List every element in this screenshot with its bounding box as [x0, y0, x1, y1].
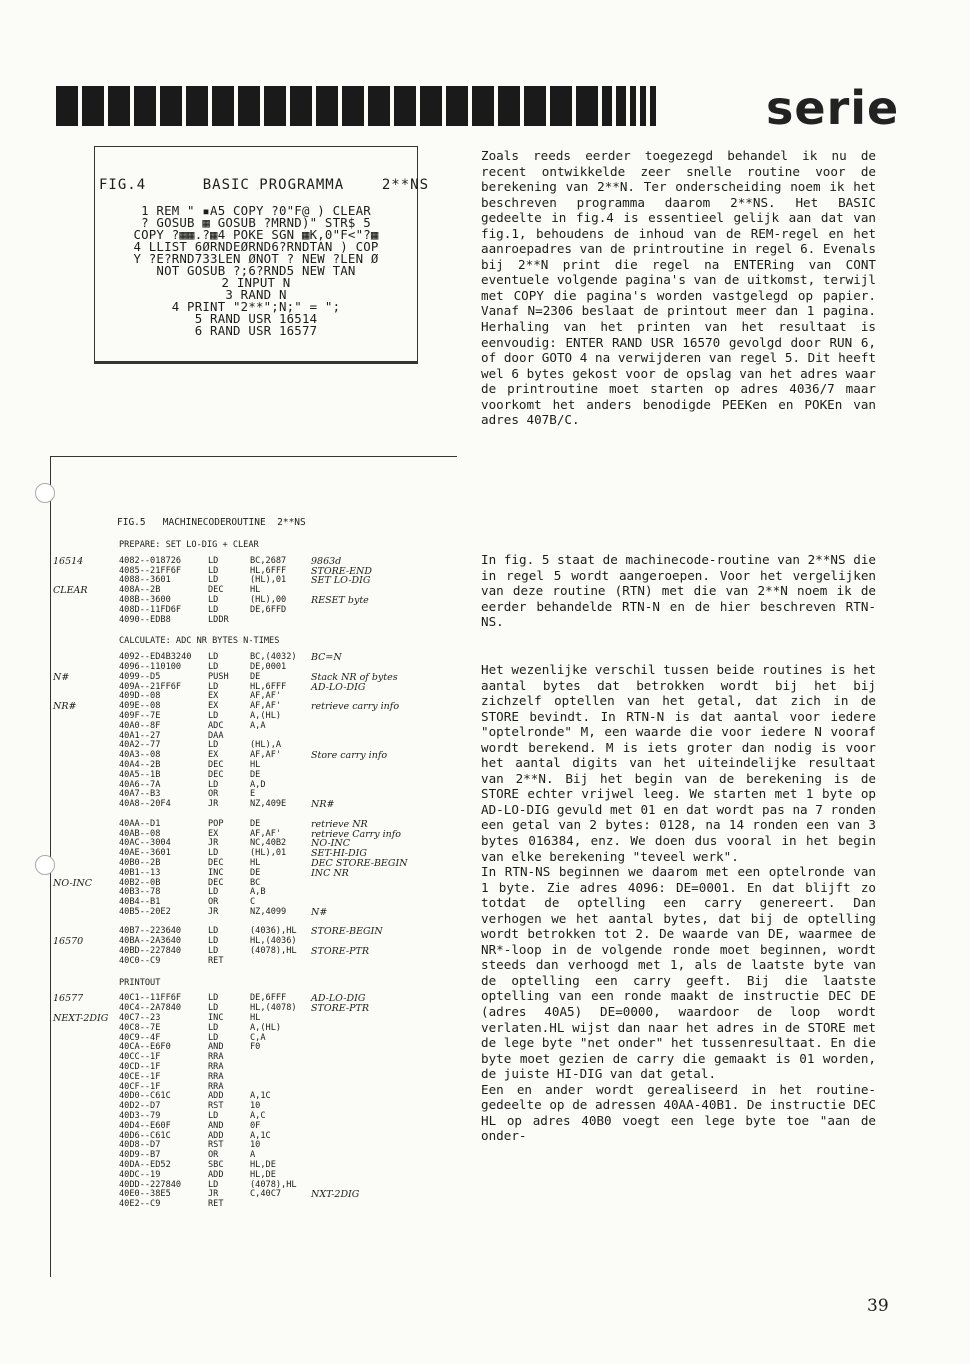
basic-line: NOT GOSUB ?;6?RND5 NEW TAN [156, 263, 356, 278]
code-mn: EX [208, 701, 219, 712]
header-bar-block [82, 86, 104, 126]
code-addr: 40D6--C61C [119, 1130, 171, 1141]
code-label: NO-INC [53, 877, 92, 889]
code-section-heading: PRINTOUT [119, 977, 161, 988]
code-mn: RRA [208, 1062, 224, 1073]
page-number: 39 [867, 1296, 889, 1316]
code-op: E [250, 789, 256, 800]
code-op: A,1C [250, 1091, 271, 1102]
code-addr: 40AC--3004 [119, 838, 171, 849]
code-mn: ADD [208, 1091, 224, 1102]
paragraph: Een en ander wordt gerealiseerd in het routine-gedeelte op de adressen 40AA-40B1. De instructie DEC HL op adres 40B0 voegt een lege byte toe "aan de onder- [481, 1081, 876, 1144]
code-op: NC,40B2 [250, 838, 287, 849]
code-mn: LD [208, 1179, 219, 1190]
code-op: HL [250, 857, 261, 868]
code-addr: 40D8--D7 [119, 1140, 161, 1151]
code-addr: 40E2--C9 [119, 1199, 161, 1210]
code-note: NR# [311, 799, 335, 811]
code-op: DE [250, 818, 261, 829]
code-op: BC [250, 877, 261, 888]
header-bar-block [524, 86, 546, 126]
code-mn: LD [208, 652, 219, 663]
code-op: A,C [250, 1111, 266, 1122]
code-addr: 4085--21FF6F [119, 565, 182, 576]
code-op: HL,DE [250, 1169, 276, 1180]
code-mn: ADC [208, 720, 224, 731]
code-op: AF,AF' [250, 691, 282, 702]
header-bar-block [602, 86, 612, 126]
code-addr: 40A7--B3 [119, 789, 161, 800]
code-mn: ADD [208, 1130, 224, 1141]
header-bar-block [264, 86, 286, 126]
code-mn: EX [208, 691, 219, 702]
code-label: NEXT-2DIG [53, 1013, 109, 1025]
code-addr: 40B2--0B [119, 877, 161, 888]
code-addr: 408A--2B [119, 585, 161, 596]
code-op: A,(HL) [250, 710, 282, 721]
header-bar-block [630, 86, 636, 126]
code-op: DE [250, 867, 261, 878]
code-mn: JR [208, 799, 219, 810]
code-mn: POP [208, 818, 224, 829]
code-mn: LD [208, 946, 219, 957]
code-mn: OR [208, 1150, 219, 1161]
code-mn: EX [208, 828, 219, 839]
code-mn: LD [208, 710, 219, 721]
code-mn: DEC [208, 769, 224, 780]
code-note: STORE-PTR [311, 946, 369, 958]
code-op: A,D [250, 779, 266, 790]
code-op: BC,2687 [250, 555, 287, 566]
code-op: HL [250, 759, 261, 770]
code-mn: LD [208, 661, 219, 672]
code-op: A,A [250, 720, 266, 731]
code-mn: DEC [208, 857, 224, 868]
code-addr: 409A--21FF6F [119, 681, 182, 692]
figure-5-title: FIG.5 MACHINECODEROUTINE 2**NS [117, 517, 306, 528]
code-label: CLEAR [53, 585, 88, 597]
code-mn: LD [208, 779, 219, 790]
code-op: DE,6FFF [250, 993, 287, 1004]
code-mn: AND [208, 1042, 224, 1053]
code-op: NZ,4099 [250, 906, 287, 917]
code-op: NZ,409E [250, 799, 287, 810]
code-op: F0 [250, 1042, 261, 1053]
code-mn: OR [208, 789, 219, 800]
code-addr: 40D3--79 [119, 1111, 161, 1122]
code-note: SET-HI-DIG [311, 848, 367, 860]
code-mn: LD [208, 1022, 219, 1033]
header-bar-block [650, 86, 656, 126]
code-op: (4036),HL [250, 926, 297, 937]
code-op: (HL),A [250, 740, 282, 751]
code-mn: LD [208, 681, 219, 692]
code-op: (HL),01 [250, 575, 287, 586]
code-label: 16577 [53, 993, 84, 1005]
code-op: HL [250, 585, 261, 596]
code-mn: AND [208, 1120, 224, 1131]
code-mn: LD [208, 565, 219, 576]
code-mn: LD [208, 604, 219, 615]
code-op: DE,0001 [250, 661, 287, 672]
code-mn: LD [208, 740, 219, 751]
paragraph: In fig. 5 staat de machinecode-routine van 2**NS die in regel 5 wordt aangeroepen. Voor het vergelijken van deze routine (RTN) met die van 2**N noem ik de eerder behandelde RTN-N en de hier beschreven RTN-NS. [481, 552, 876, 630]
header-bar-block [316, 86, 338, 126]
code-row [53, 1043, 453, 1053]
header-bar-block [160, 86, 182, 126]
code-note: INC NR [311, 867, 349, 879]
code-addr: 40C1--11FF6F [119, 993, 182, 1004]
code-addr: 40BD--227840 [119, 946, 182, 957]
code-mn: RRA [208, 1071, 224, 1082]
paragraph: Het wezenlijke verschil tussen beide routines is het aantal bytes dat betrokken wordt bij het bij zichzelf optellen van het getal, dat zich in de STORE bevindt. In RTN-N is dat aantal voor iedere "optelronde" M, een waarde die voor iedere N vooraf wordt berekend. M is iets groter dan nodig is voor het aantal digits van het uiteindelijke resultaat van 2**N. Bij het begin van de berekening is de STORE echter vrijwel leeg. We starten met 1 byte op AD-LO-DIG gevuld met 01 en dat wordt pas na 7 ronden een getal van 2 bytes: 0128, na 14 ronden een van 3 bytes 016384, enz. We doen dus vooral in het begin van elke berekening "teveel werk". [481, 662, 876, 864]
code-addr: 40C9--4F [119, 1032, 161, 1043]
figure-5-code [53, 541, 453, 1222]
code-row [53, 1190, 453, 1200]
code-op: AF,AF' [250, 701, 282, 712]
code-addr: 40A4--2B [119, 759, 161, 770]
paragraph: In RTN-NS beginnen we daarom met een optelronde van 1 byte. Zie adres 4096: DE=0001. En dat blijft zo totdat de optelling een carry genereert. Dan verhogen we het aantal bytes, dat bij de optelling wordt betrokken tot 2. De waarde van DE, waarmee de NR*-loop in de volgende ronde moet beginnen, wordt steeds dan verhoogd met 1, als de laatste byte van de optelling een carry geeft. Bij die laatste optelling van een ronde maakt de instructie DEC DE (adres 40A5) DE=0000, waardoor de loop wordt verlaten.HL wijst dan naar het adres in de STORE met de lege byte "net onder" het tussenresultaat. En die byte moet gezien de carry die gemaakt is 01 worden, de juiste HI-DIG van dat getal. [481, 864, 876, 1082]
code-note: NO-INC [311, 838, 350, 850]
code-addr: 409F--7E [119, 710, 161, 721]
header-bar-block [550, 86, 572, 126]
basic-line: ? GOSUB ▦ GOSUB ?MRND)" STR$ 5 [141, 215, 371, 230]
header-bar-block [108, 86, 130, 126]
code-addr: 40CE--1F [119, 1071, 161, 1082]
code-op: AF,AF' [250, 750, 282, 761]
code-mn: DAA [208, 730, 224, 741]
code-addr: 40CC--1F [119, 1052, 161, 1063]
header-bar-block [576, 86, 598, 126]
header-bar [56, 86, 668, 126]
code-note: N# [311, 906, 328, 918]
basic-line: 3 RAND N [225, 287, 287, 302]
header-bar-block [446, 86, 468, 126]
code-addr: 40E0--38E5 [119, 1189, 171, 1200]
code-note: STORE-END [311, 565, 372, 577]
code-mn: LD [208, 594, 219, 605]
code-row [53, 722, 453, 732]
code-section-heading: CALCULATE: ADC NR BYTES N-TIMES [119, 636, 280, 647]
code-addr: 40C4--2A7840 [119, 1003, 182, 1014]
header-bar-block [134, 86, 156, 126]
code-addr: 40B0--2B [119, 857, 161, 868]
code-op: (4078),HL [250, 946, 297, 957]
basic-line: COPY ?▦▦.?▦4 POKE SGN ▦K,0"F<"?▦ [133, 227, 379, 242]
header-bar-block [616, 86, 626, 126]
code-note: DEC STORE-BEGIN [311, 857, 408, 869]
code-addr: 40A1--27 [119, 730, 161, 741]
code-note: 9863d [311, 555, 342, 567]
code-note: AD-LO-DIG [311, 993, 366, 1005]
header-bar-block [498, 86, 520, 126]
code-op: 10 [250, 1140, 261, 1151]
code-addr: 40BA--2A3640 [119, 936, 182, 947]
header-bar-block [640, 86, 646, 126]
code-mn: RET [208, 955, 224, 966]
code-addr: 40D2--D7 [119, 1101, 161, 1112]
code-note: AD-LO-DIG [311, 681, 366, 693]
header-bar-block [368, 86, 390, 126]
code-op: HL [250, 1013, 261, 1024]
code-addr: 40D4--E60F [119, 1120, 171, 1131]
code-op: 0F [250, 1120, 261, 1131]
code-addr: 40B4--B1 [119, 897, 161, 908]
code-mn: SBC [208, 1160, 224, 1171]
code-addr: 40CD--1F [119, 1062, 161, 1073]
code-op: C,40C7 [250, 1189, 282, 1200]
code-note: retrieve Carry info [311, 828, 401, 840]
code-addr: 40DA--ED52 [119, 1160, 171, 1171]
figure-4-title: FIG.4 BASIC PROGRAMMA 2**NS [99, 177, 430, 193]
code-row [53, 616, 453, 626]
figure-4-code [95, 205, 417, 337]
code-op: (HL),01 [250, 848, 287, 859]
code-note: BC=N [311, 652, 342, 664]
code-mn: LD [208, 555, 219, 566]
code-op: A,1C [250, 1130, 271, 1141]
code-addr: 40B7--223640 [119, 926, 182, 937]
code-op: HL,DE [250, 1160, 276, 1171]
binder-hole-top [35, 483, 55, 503]
code-addr: 40C8--7E [119, 1022, 161, 1033]
code-addr: 40DC--19 [119, 1169, 161, 1180]
header-bar-block [290, 86, 312, 126]
code-mn: LD [208, 575, 219, 586]
code-addr: 409E--08 [119, 701, 161, 712]
code-mn: JR [208, 906, 219, 917]
code-row [53, 1053, 453, 1063]
header-bar-block [472, 86, 494, 126]
code-addr: 4092--ED4B3240 [119, 652, 192, 663]
code-addr: 40A3--08 [119, 750, 161, 761]
code-row [53, 606, 453, 616]
code-op: A,B [250, 887, 266, 898]
code-mn: JR [208, 838, 219, 849]
code-op: HL,(4078) [250, 1003, 297, 1014]
code-mn: INC [208, 1013, 224, 1024]
code-note: RESET byte [311, 594, 369, 606]
code-note: Stack NR of bytes [311, 671, 398, 683]
code-addr: 40C0--C9 [119, 955, 161, 966]
figure-5-machinecode-listing [50, 456, 457, 1277]
basic-line: 6 RAND USR 16577 [194, 323, 318, 338]
code-mn: OR [208, 897, 219, 908]
code-note: retrieve NR [311, 818, 368, 830]
code-mn: RST [208, 1101, 224, 1112]
header-bar-block [342, 86, 364, 126]
binder-hole-bottom [35, 855, 55, 875]
code-addr: 409D--08 [119, 691, 161, 702]
code-mn: LD [208, 1003, 219, 1014]
figure-4-basic-listing [94, 146, 430, 364]
code-addr: 4090--EDB8 [119, 614, 171, 625]
code-mn: DEC [208, 759, 224, 770]
code-row [53, 957, 453, 967]
code-addr: 40A2--77 [119, 740, 161, 751]
basic-line: 4 PRINT "2**";N;" = "; [171, 299, 341, 314]
code-mn: LD [208, 1111, 219, 1122]
code-op: DE [250, 671, 261, 682]
code-note: Store carry info [311, 750, 388, 762]
code-addr: 40D0--C61C [119, 1091, 171, 1102]
code-mn: PUSH [208, 671, 229, 682]
code-op: HL,6FFF [250, 565, 287, 576]
code-addr: 40DD--227840 [119, 1179, 182, 1190]
code-mn: RST [208, 1140, 224, 1151]
code-row [53, 908, 453, 918]
header-bar-block [186, 86, 208, 126]
basic-line: Y ?E?RND733LEN ØNOT ? NEW ?LEN Ø [133, 251, 379, 266]
code-section-heading: PREPARE: SET LO-DIG + CLEAR [119, 540, 259, 550]
code-addr: 40AE--3601 [119, 848, 171, 859]
code-label: 16514 [53, 555, 84, 567]
code-mn: RRA [208, 1052, 224, 1063]
code-addr: 4088--3601 [119, 575, 171, 586]
code-addr: 40D9--B7 [119, 1150, 161, 1161]
code-note: retrieve carry info [311, 701, 400, 713]
code-note: STORE-BEGIN [311, 926, 383, 938]
basic-line: 1 REM " ▪A5 COPY ?0"F@ ) CLEAR [141, 203, 371, 218]
code-addr: 40A8--20F4 [119, 799, 171, 810]
code-op: DE [250, 769, 261, 780]
code-op: (HL),00 [250, 594, 287, 605]
code-mn: LD [208, 926, 219, 937]
code-mn: LD [208, 936, 219, 947]
code-op: HL,(4036) [250, 936, 297, 947]
basic-line: 4 LLIST 6ØRNDEØRND6?RNDTAN ) COP [133, 239, 379, 254]
header-bar-block [238, 86, 260, 126]
code-mn: INC [208, 867, 224, 878]
code-op: C,A [250, 1032, 266, 1043]
code-mn: DEC [208, 585, 224, 596]
section-title: serie [766, 81, 900, 135]
header-bar-block [394, 86, 416, 126]
basic-line: 5 RAND USR 16514 [194, 311, 318, 326]
code-addr: 40AB--08 [119, 828, 161, 839]
code-addr: 4099--D5 [119, 671, 161, 682]
code-note: SET LO-DIG [311, 575, 371, 587]
code-mn: RET [208, 1199, 224, 1210]
code-op: (4078),HL [250, 1179, 297, 1190]
code-op: DE,6FFD [250, 604, 287, 615]
code-note: NXT-2DIG [311, 1189, 360, 1201]
code-addr: 40CF--1F [119, 1081, 161, 1092]
code-row [53, 947, 453, 957]
code-addr: 40A6--7A [119, 779, 161, 790]
code-op: A,(HL) [250, 1022, 282, 1033]
code-addr: 40CA--E6F0 [119, 1042, 171, 1053]
code-label: 16570 [53, 936, 84, 948]
code-row [53, 1200, 453, 1210]
code-row [53, 1073, 453, 1083]
header-bar-block [212, 86, 234, 126]
code-op: A [250, 1150, 256, 1161]
code-label: N# [53, 671, 70, 683]
code-mn: JR [208, 1189, 219, 1200]
code-addr: 40A5--1B [119, 769, 161, 780]
code-addr: 40C7--23 [119, 1013, 161, 1024]
code-mn: LDDR [208, 614, 229, 625]
code-row [53, 800, 453, 810]
code-mn: DEC [208, 877, 224, 888]
code-mn: LD [208, 887, 219, 898]
basic-line: 2 INPUT N [221, 275, 291, 290]
code-addr: 4082--018726 [119, 555, 182, 566]
code-addr: 40A0--8F [119, 720, 161, 731]
code-op: BC,(4032) [250, 652, 297, 663]
code-label: NR# [53, 701, 77, 713]
text-block-2 [481, 552, 876, 630]
code-mn: RRA [208, 1081, 224, 1092]
code-op: HL,6FFF [250, 681, 287, 692]
code-addr: 40B1--13 [119, 867, 161, 878]
code-op: 10 [250, 1101, 261, 1112]
code-addr: 40B3--78 [119, 887, 161, 898]
code-addr: 40B5--20E2 [119, 906, 171, 917]
text-block-1 [481, 148, 876, 428]
code-mn: EX [208, 750, 219, 761]
code-mn: ADD [208, 1169, 224, 1180]
code-mn: LD [208, 993, 219, 1004]
paragraph: Zoals reeds eerder toegezegd behandel ik nu de recent ontwikkelde zeer snelle routine voor de berekening van 2**N. Ter onderscheiding noem ik het beschreven programma daarom 2**NS. Het BASIC gedeelte in fig.4 is essentieel gelijk aan dat van fig.1, behoudens de inhoud van de REM-regel en het aanroepadres van de printroutine in regel 6. Evenals bij 2**N print die regel na ENTERing van CONT eventuele volgende pagina's van de uitkomst, terwijl met COPY die pagina's worden vastgelegd op papier. Vanaf N=2306 beslaat de printout meer dan 1 pagina. Herhaling van het printen van het resultaat is eenvoudig: ENTER RAND USR 16570 gevolgd door RUN 6, of door GOTO 4 na verwijderen van regel 5. Dit heeft wel 6 bytes gekost voor de opslag van het adres waar de printroutine moet starten op adres 4036/7 maar voorkomt het anders benodigde PEEKen en POKEn van adres 407B/C. [481, 148, 876, 428]
code-addr: 40AA--D1 [119, 818, 161, 829]
code-op: AF,AF' [250, 828, 282, 839]
code-addr: 4096--110100 [119, 661, 182, 672]
header-bar-block [420, 86, 442, 126]
code-mn: LD [208, 1032, 219, 1043]
code-row [53, 1063, 453, 1073]
header-bar-block [56, 86, 78, 126]
code-note: STORE-PTR [311, 1003, 369, 1015]
code-op: C [250, 897, 256, 908]
text-block-3 [481, 662, 876, 1144]
code-addr: 408B--3600 [119, 594, 171, 605]
code-mn: LD [208, 848, 219, 859]
code-addr: 408D--11FD6F [119, 604, 182, 615]
